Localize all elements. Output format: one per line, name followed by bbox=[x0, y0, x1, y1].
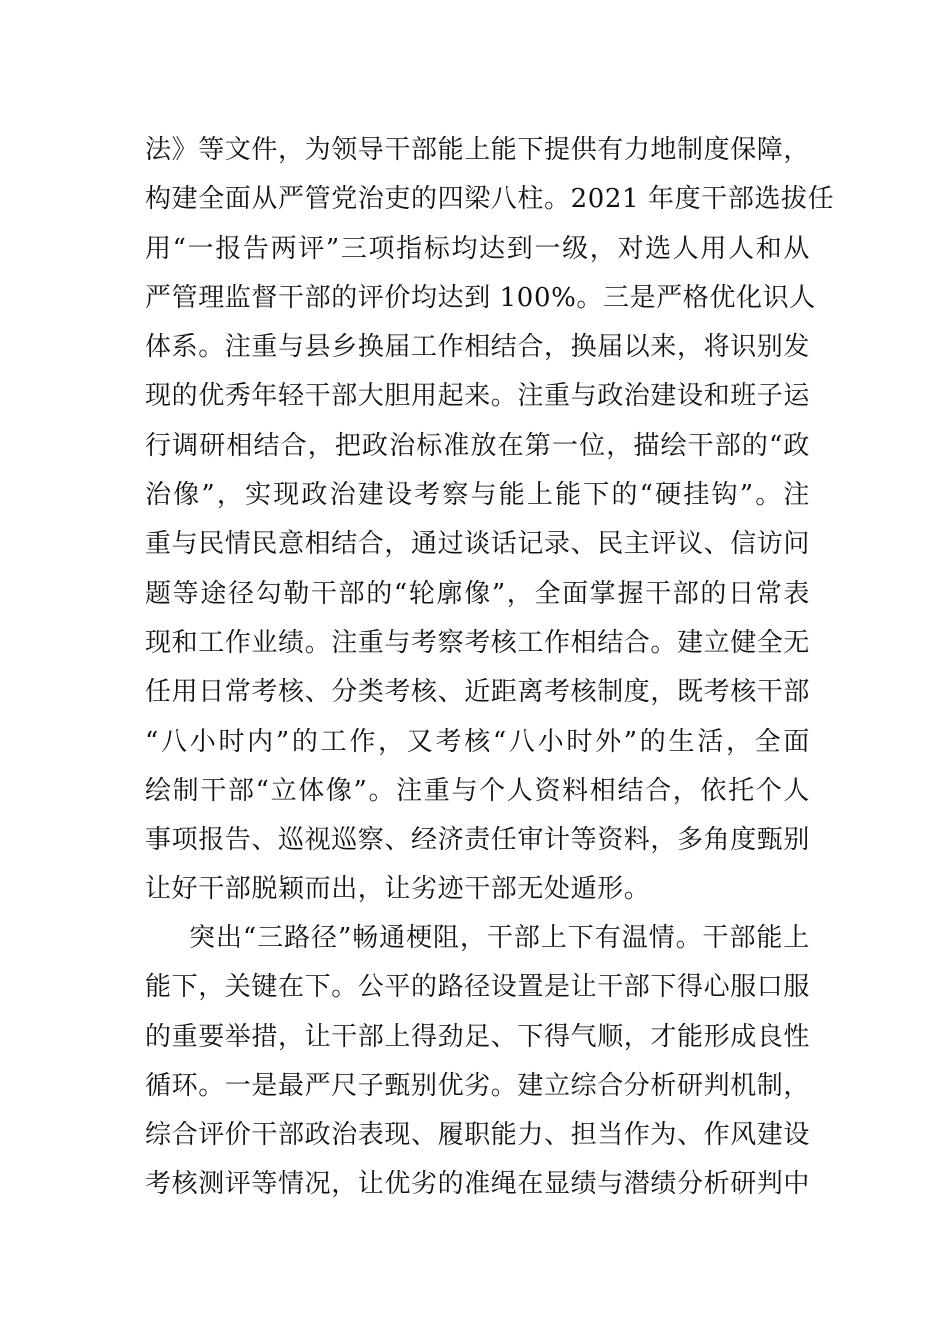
paragraph-line: 的重要举措，让干部上得劲足、下得气顺，才能形成良性 bbox=[145, 1021, 811, 1052]
paragraph-1 bbox=[145, 126, 835, 915]
paragraph-line: 综合评价干部政治表现、履职能力、担当作为、作风建设 bbox=[145, 1120, 811, 1151]
paragraph-line: 任用日常考核、分类考核、近距离考核制度，既考核干部 bbox=[145, 677, 811, 708]
paragraph-line: 构建全面从严管党治吏的四梁八柱。2021 年度干部选拔任 bbox=[145, 184, 835, 215]
paragraph-line: 循环。一是最严尺子甄别优劣。建立综合分析研判机制， bbox=[145, 1070, 811, 1101]
paragraph-line: 题等途径勾勒干部的“轮廓像”，全面掌握干部的日常表 bbox=[145, 578, 810, 609]
paragraph-line: 让好干部脱颖而出，让劣迹干部无处遁形。 bbox=[145, 874, 651, 905]
paragraph-line: 严管理监督干部的评价均达到 100%。三是严格优化识人 bbox=[145, 282, 816, 313]
paragraph-line: 行调研相结合，把政治标准放在第一位，描绘干部的“政 bbox=[145, 430, 810, 461]
paragraph-2 bbox=[145, 914, 810, 1210]
paragraph-line: 能下，关键在下。公平的路径设置是让干部下得心服口服 bbox=[145, 972, 811, 1003]
paragraph-line: 体系。注重与县乡换届工作相结合，换届以来，将识别发 bbox=[145, 332, 811, 363]
paragraph-line: 用“一报告两评”三项指标均达到一级，对选人用人和从 bbox=[145, 233, 810, 264]
paragraph-line: 现的优秀年轻干部大胆用起来。注重与政治建设和班子运 bbox=[145, 381, 811, 412]
paragraph-line: 重与民情民意相结合，通过谈话记录、民主评议、信访问 bbox=[145, 529, 811, 560]
paragraph-line: 事项报告、巡视巡察、经济责任审计等资料，多角度甄别 bbox=[145, 825, 811, 856]
paragraph-line: 突出“三路径”畅通梗阻，干部上下有温情。干部能上 bbox=[189, 923, 810, 953]
paragraph-line: 治像”，实现政治建设考察与能上能下的“硬挂钩”。注 bbox=[145, 480, 810, 511]
paragraph-line: “八小时内”的工作，又考核“八小时外”的生活，全面 bbox=[145, 726, 810, 757]
paragraph-line: 现和工作业绩。注重与考察考核工作相结合。建立健全无 bbox=[145, 627, 811, 658]
paragraph-line: 考核测评等情况，让优劣的准绳在显绩与潜绩分析研判中 bbox=[145, 1169, 811, 1200]
paragraph-line: 法》等文件，为领导干部能上能下提供有力地制度保障， bbox=[145, 135, 811, 165]
paragraph-line: 绘制干部“立体像”。注重与个人资料相结合，依托个人 bbox=[145, 775, 810, 806]
